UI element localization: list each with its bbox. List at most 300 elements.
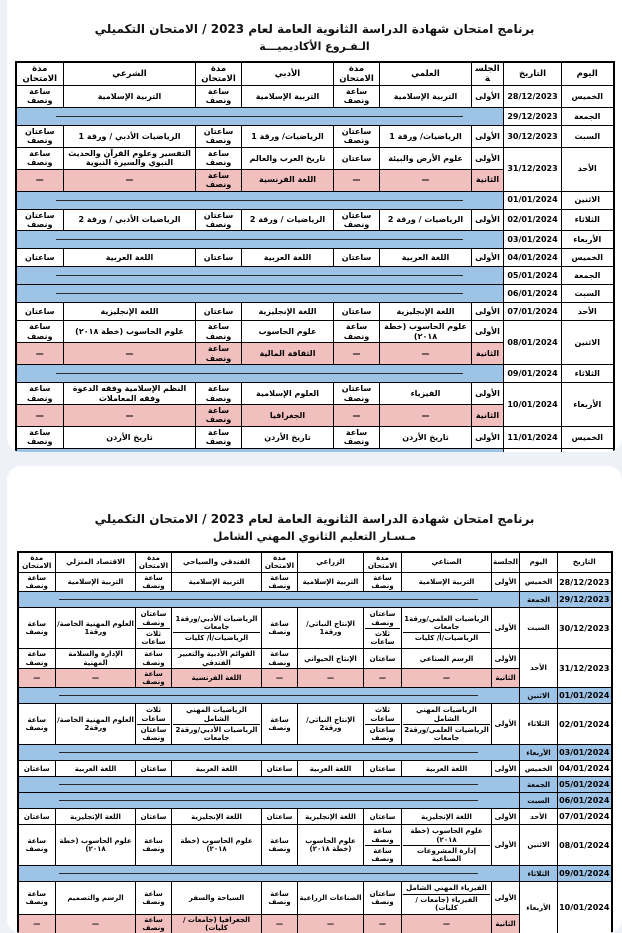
subject-cell: الجغرافيا [242,405,334,427]
day-cell: الأحد [520,649,558,688]
empty-dash-cell: — [380,405,472,427]
no-exam-line [56,116,463,117]
subject-cell: التفسير وعلوم القرآن والحديث النبوي والسيرة النبوية [64,147,196,169]
subject-cell: علوم الحاسوب (خطة ٢٠١٨) [172,825,262,866]
no-exam-line [56,239,463,240]
session-cell: الأولى [472,426,504,448]
column-header: الجلسة [492,552,520,572]
subject-cell: الإنتاج الحيواني [298,649,364,669]
empty-dash-cell: — [298,668,364,688]
duration-cell: ساعة ونصف [196,426,242,448]
empty-dash-cell: — [262,668,298,688]
duration-cell: ساعة ونصف [18,649,56,669]
duration-cell: ساعة ونصف [262,825,298,866]
session-cell: الأولى [492,809,520,825]
stacked-entry: الرياضيات/أ/ كليات [414,634,479,643]
empty-dash-cell: — [402,668,492,688]
day-cell: الأربعاء [562,231,614,249]
date-cell: 02/01/2024 [504,209,562,231]
column-header: الاقتصاد المنزلي [56,552,136,572]
subject-cell: اللغة الإنجليزية [64,303,196,321]
stacked-entry: ثلاث ساعات [365,705,400,725]
empty-dash-cell: — [364,668,402,688]
duration-cell: ساعة ونصف [136,825,172,866]
day-cell: الأحد [562,147,614,191]
subject-cell: الرسم الصناعي [402,649,492,669]
stacked-entry: الرياضيات العلمي/ورقة2 جامعات [404,725,489,743]
empty-dash-cell: — [262,915,298,933]
stacked-entry: الرياضيات/أ/ كليات [184,634,249,643]
subject-cell: الجغرافيا (جامعات / كليات) [172,915,262,933]
session-cell: الثانية [492,915,520,933]
day-cell: الأربعاء [520,745,558,761]
date-cell: 31/12/2023 [558,649,612,688]
date-cell: 10/01/2024 [504,383,562,427]
duration-cell: ساعتان [16,249,64,267]
duration-cell [136,704,172,745]
duration-cell: ساعتان ونصف [196,125,242,147]
duration-cell: ساعتان [364,809,402,825]
table-row [18,777,612,793]
duration-cell: ساعتان [18,809,56,825]
no-exam-span [18,793,520,809]
duration-cell: ساعتان [196,303,242,321]
column-header: الصناعي [402,552,492,572]
session-cell: الأولى [492,572,520,592]
date-cell: 09/01/2024 [504,365,562,383]
column-header: الأدبي [242,62,334,86]
duration-cell: ساعتان ونصف [334,383,380,405]
day-cell: الجمعة [520,592,558,608]
stacked-entry: الفيزياء (جامعات / كليات) [415,895,478,912]
table-row [18,866,612,882]
session-cell: الأولى [472,86,504,108]
no-exam-span [18,592,520,608]
date-cell: 31/12/2023 [504,147,562,191]
stacked-entry: ثلاث ساعات [137,705,170,725]
session-cell: الأولى [472,125,504,147]
date-cell: 08/01/2024 [504,321,562,365]
session-cell: الأولى [472,303,504,321]
subject-cell: السياحة والسفر [172,882,262,915]
duration-cell: ساعة ونصف [136,572,172,592]
subject-cell: علوم الأرض والبيئة [380,147,472,169]
date-cell: 01/01/2024 [504,191,562,209]
session-cell: الأولى [472,249,504,267]
subject-cell: النظم الإسلامية وفقه الدعوة وفقه المعاملات [64,383,196,405]
duration-cell: ساعة ونصف [262,882,298,915]
day-cell: الجمعة [562,267,614,285]
day-cell: الثلاثاء [520,704,558,745]
table-row [16,321,614,343]
empty-dash-cell: — [334,169,380,191]
stacked-entry: الرياضيات العلمي/ورقة1 جامعات [403,614,490,634]
subject-cell [402,882,492,915]
stacked-entry: ساعتان ونصف [369,725,396,743]
duration-cell: ساعة ونصف [18,825,56,866]
duration-cell: ساعتان [262,761,298,777]
subject-cell: التربية الإسلامية [242,86,334,108]
subject-cell: اللغة الإنجليزية [242,303,334,321]
duration-cell [364,608,402,649]
empty-dash-cell: — [16,343,64,365]
subject-cell: اللغة الإنجليزية [402,809,492,825]
page-title: برنامج امتحان شهادة الدراسة الثانوية العامة لعام 2023 / الامتحان التكميلي [94,22,535,36]
duration-cell: ساعة ونصف [16,321,64,343]
day-cell [562,448,614,452]
academic-schedule-table [15,61,615,452]
subject-cell: الفيزياء [380,383,472,405]
day-cell: الاثنين [562,321,614,365]
duration-cell: ساعة ونصف [16,383,64,405]
session-cell: الأولى [472,321,504,343]
subject-cell: الصناعات الزراعية [298,882,364,915]
duration-cell: ساعتان ونصف [16,209,64,231]
duration-cell: ساعة ونصف [136,668,172,688]
date-cell: 28/12/2023 [504,86,562,108]
empty-dash-cell: — [380,169,472,191]
no-exam-span [16,107,504,125]
no-exam-line [59,695,478,696]
table-row [16,303,614,321]
table-row [18,761,612,777]
stacked-entry: الرياضيات المهني الشامل [173,705,260,725]
subject-cell: الإدارة والسلامة المهنية [56,649,136,669]
empty-dash-cell: — [334,343,380,365]
subject-cell: علوم الحاسوب (خطة ٢٠١٨) [64,321,196,343]
table-row [18,688,612,704]
duration-cell: ساعتان [136,761,172,777]
table-row [16,426,614,448]
duration-cell: ساعتان ونصف [196,209,242,231]
header-row [16,62,614,86]
day-cell: الأحد [562,303,614,321]
stacked-entry: ساعتان ونصف [140,725,167,743]
duration-cell: ساعة ونصف [196,343,242,365]
session-cell: الأولى [492,704,520,745]
header-row [18,552,612,572]
day-cell: الخميس [520,761,558,777]
subject-cell: القوائم الأدبية والتعبير الفندقي [172,649,262,669]
subject-cell: اللغة الإنجليزية [56,809,136,825]
column-header: الجلسة [472,62,504,86]
day-cell: الاثنين [520,825,558,866]
duration-cell: ساعتان [136,809,172,825]
subject-cell: الثقافة المالية [242,343,334,365]
table-row [18,825,612,866]
duration-cell [364,825,402,866]
subject-cell: التربية الإسلامية [298,572,364,592]
table-row [16,249,614,267]
column-header: التاريخ [504,62,562,86]
date-cell: 09/01/2024 [558,866,612,882]
session-cell: الثانية [492,668,520,688]
table-row [16,107,614,125]
day-cell: الجمعة [562,107,614,125]
subject-cell: التربية الإسلامية [380,86,472,108]
table-row [16,209,614,231]
duration-cell: ساعتان [18,761,56,777]
duration-cell [364,704,402,745]
stacked-entry: الفيزياء المهني الشامل [403,883,490,894]
duration-cell: ساعة ونصف [262,704,298,745]
day-cell: الثلاثاء [562,365,614,383]
date-cell: 02/01/2024 [558,704,612,745]
subject-cell: التربية الإسلامية [402,572,492,592]
table-row [16,267,614,285]
date-cell: 03/01/2024 [504,231,562,249]
table-row [18,649,612,669]
table-row [16,448,614,452]
subject-cell [402,704,492,745]
date-cell: 05/01/2024 [504,267,562,285]
vocational-schedule-table [17,551,613,933]
duration-cell: ساعة ونصف [136,882,172,915]
page-subtitle: مـسـار التعليم الثانوي المهني الشامل [212,530,417,543]
no-exam-line [59,800,478,801]
date-cell: 11/01/2024 [504,426,562,448]
date-cell: 30/12/2023 [504,125,562,147]
subject-cell: اللغة العربية [242,249,334,267]
subject-cell: اللغة العربية [380,249,472,267]
duration-cell: ساعة ونصف [16,86,64,108]
stacked-entry: ثلاث ساعات [370,629,395,647]
duration-cell: ساعة ونصف [18,608,56,649]
table-row [18,882,612,915]
duration-cell: ساعتان [364,761,402,777]
duration-cell [136,608,172,649]
session-cell: الأولى [492,825,520,866]
subject-cell: العلوم المهنية الخاصة/ورقة1 [56,608,136,649]
empty-dash-cell: — [18,668,56,688]
date-cell: 08/01/2024 [558,825,612,866]
table-row [16,231,614,249]
duration-cell: ساعة ونصف [196,169,242,191]
stacked-entry: الرياضيات الأدبي/ورقة2 جامعات [175,725,258,743]
stacked-entry: إدارة المشروعات الصناعية [417,846,476,864]
page-title: برنامج امتحان شهادة الدراسة الثانوية العامة لعام 2023 / الامتحان التكميلي [94,512,535,526]
stacked-entry: ساعتان ونصف [365,609,400,629]
stacked-entry: الرياضيات المهني الشامل [403,705,490,725]
table-row [18,793,612,809]
subject-cell: الرياضيات/ ورقة 1 [380,125,472,147]
subject-cell: اللغة الفرنسية [172,668,262,688]
column-header: مدة الامتحان [334,62,380,86]
duration-cell: ساعة ونصف [196,321,242,343]
table-row [16,285,614,303]
duration-cell: ساعتان [16,303,64,321]
column-header: مدة الامتحان [364,552,402,572]
table-row [16,365,614,383]
stacked-entry: علوم الحاسوب (خطة ٢٠١٨) [403,826,490,846]
day-cell: الخميس [520,572,558,592]
vocational-schedule-page [7,466,622,933]
column-header: اليوم [520,552,558,572]
no-exam-span [16,267,504,285]
empty-dash-cell: — [56,668,136,688]
subject-cell: اللغة العربية [56,761,136,777]
no-exam-line [56,293,463,294]
subject-cell: الرياضيات / ورقة 2 [380,209,472,231]
session-cell: الأولى [472,147,504,169]
no-exam-line [59,784,478,785]
duration-cell: ساعة ونصف [196,147,242,169]
subject-cell: الإنتاج النباتي/ورقة1 [298,608,364,649]
column-header: مدة الامتحان [136,552,172,572]
duration-cell: ساعة ونصف [136,649,172,669]
date-cell: 29/12/2023 [558,592,612,608]
table-row [16,86,614,108]
session-cell: الأولى [492,882,520,915]
subject-cell: تاريخ العرب والعالم [242,147,334,169]
date-cell: 07/01/2024 [504,303,562,321]
duration-cell: ساعة ونصف [196,405,242,427]
duration-cell: ساعة ونصف [18,882,56,915]
subject-cell: اللغة العربية [64,249,196,267]
duration-cell: ساعتان ونصف [334,125,380,147]
no-exam-line [56,275,463,276]
subject-cell: علوم الحاسوب (خطة ٢٠١٨) [380,321,472,343]
column-header: مدة الامتحان [196,62,242,86]
duration-cell: ساعتان [334,147,380,169]
subject-cell: الرياضيات الأدبي / ورقة 1 [64,125,196,147]
date-cell: 29/12/2023 [504,107,562,125]
subject-cell: العلوم المهنية الخاصة/ورقة2 [56,704,136,745]
subject-cell: الرياضيات الأدبي / ورقة 2 [64,209,196,231]
stacked-entry: الرياضيات الأدبي/ورقة1 جامعات [173,614,260,634]
duration-cell: ساعة ونصف [196,383,242,405]
duration-cell: ساعتان [196,249,242,267]
date-cell: 28/12/2023 [558,572,612,592]
date-cell: 04/01/2024 [558,761,612,777]
subject-cell: الإنتاج النباتي/ورقة2 [298,704,364,745]
duration-cell: ساعة ونصف [334,321,380,343]
duration-cell: ساعة ونصف [262,649,298,669]
subject-cell: علوم الحاسوب [242,321,334,343]
subject-cell: تاريخ الأردن [380,426,472,448]
subject-cell: العلوم الإسلامية [242,383,334,405]
empty-dash-cell: — [334,405,380,427]
duration-cell: ساعتان ونصف [334,209,380,231]
subject-cell [402,825,492,866]
table-row [16,191,614,209]
column-header: اليوم [562,62,614,86]
empty-dash-cell: — [402,915,492,933]
no-exam-span [16,285,504,303]
column-header: مدة الامتحان [18,552,56,572]
no-exam-line [59,873,478,874]
stacked-entry: ساعة ونصف [371,846,394,864]
duration-cell: ساعة ونصف [364,572,402,592]
day-cell: الجمعة [520,777,558,793]
day-cell: السبت [520,608,558,649]
date-cell: 03/01/2024 [558,745,612,761]
subject-cell: اللغة الفرنسية [242,169,334,191]
session-cell: الأولى [492,608,520,649]
table-row [18,745,612,761]
day-cell: الخميس [562,249,614,267]
table-row [16,147,614,169]
no-exam-span [18,777,520,793]
duration-cell: ساعة ونصف [334,86,380,108]
day-cell: الاثنين [520,688,558,704]
day-cell: الثلاثاء [562,209,614,231]
session-cell: الثانية [472,405,504,427]
date-cell: 06/01/2024 [504,285,562,303]
page-subtitle: الـفـروع الأكاديميـــة [259,40,370,53]
day-cell: الأربعاء [520,882,558,933]
no-exam-span [16,365,504,383]
empty-dash-cell: — [18,915,56,933]
subject-cell [402,608,492,649]
duration-cell: ساعتان ونصف [16,125,64,147]
table-row [16,383,614,405]
table-row [18,592,612,608]
stacked-entry: ثلاث ساعات [141,629,166,647]
column-header: مدة الامتحان [262,552,298,572]
duration-cell: ساعة ونصف [262,608,298,649]
empty-dash-cell: — [56,915,136,933]
day-cell: الأربعاء [562,383,614,427]
empty-dash-cell: — [298,915,364,933]
subject-cell: التربية الإسلامية [64,86,196,108]
day-cell: الخميس [562,426,614,448]
duration-cell: ساعة ونصف [16,426,64,448]
table-row [18,809,612,825]
empty-dash-cell: — [16,405,64,427]
subject-cell [172,704,262,745]
date-cell: 04/01/2024 [504,249,562,267]
table-row [18,572,612,592]
column-header: مدة الامتحان [16,62,64,86]
subject-cell: اللغة الإنجليزية [298,809,364,825]
duration-cell: ساعة ونصف [136,915,172,933]
empty-dash-cell: — [64,405,196,427]
duration-cell: ساعتان [334,249,380,267]
column-header: الزراعي [298,552,364,572]
duration-cell: ساعة ونصف [196,86,242,108]
column-header: الفندقي والسياحي [172,552,262,572]
no-exam-span [18,866,520,882]
date-cell: 07/01/2024 [558,809,612,825]
no-exam-line [56,200,463,201]
subject-cell: تاريخ الأردن [64,426,196,448]
no-exam-line [56,373,463,374]
subject-cell: اللغة الإنجليزية [380,303,472,321]
no-exam-line [59,599,478,600]
subject-cell: الرسم والتصميم [56,882,136,915]
empty-dash-cell: — [64,343,196,365]
subject-cell: تاريخ الأردن [242,426,334,448]
duration-cell: ساعة ونصف [262,572,298,592]
subject-cell: الرياضيات/ ورقة 1 [242,125,334,147]
session-cell: الأولى [492,761,520,777]
session-cell: الأولى [492,649,520,669]
subject-cell: علوم الحاسوب (خطة ٢٠١٨) [298,825,364,866]
empty-dash-cell: — [64,169,196,191]
subject-cell: علوم الحاسوب (خطة ٢٠١٨) [56,825,136,866]
date-cell: 05/01/2024 [558,777,612,793]
subject-cell: التربية الإسلامية [56,572,136,592]
column-header: الشرعي [64,62,196,86]
day-cell: الاثنين [562,191,614,209]
date-cell: 30/12/2023 [558,608,612,649]
no-exam-span [16,448,504,452]
session-cell: الأولى [472,209,504,231]
no-exam-span [18,688,520,704]
day-cell: السبت [520,793,558,809]
session-cell: الأولى [472,383,504,405]
